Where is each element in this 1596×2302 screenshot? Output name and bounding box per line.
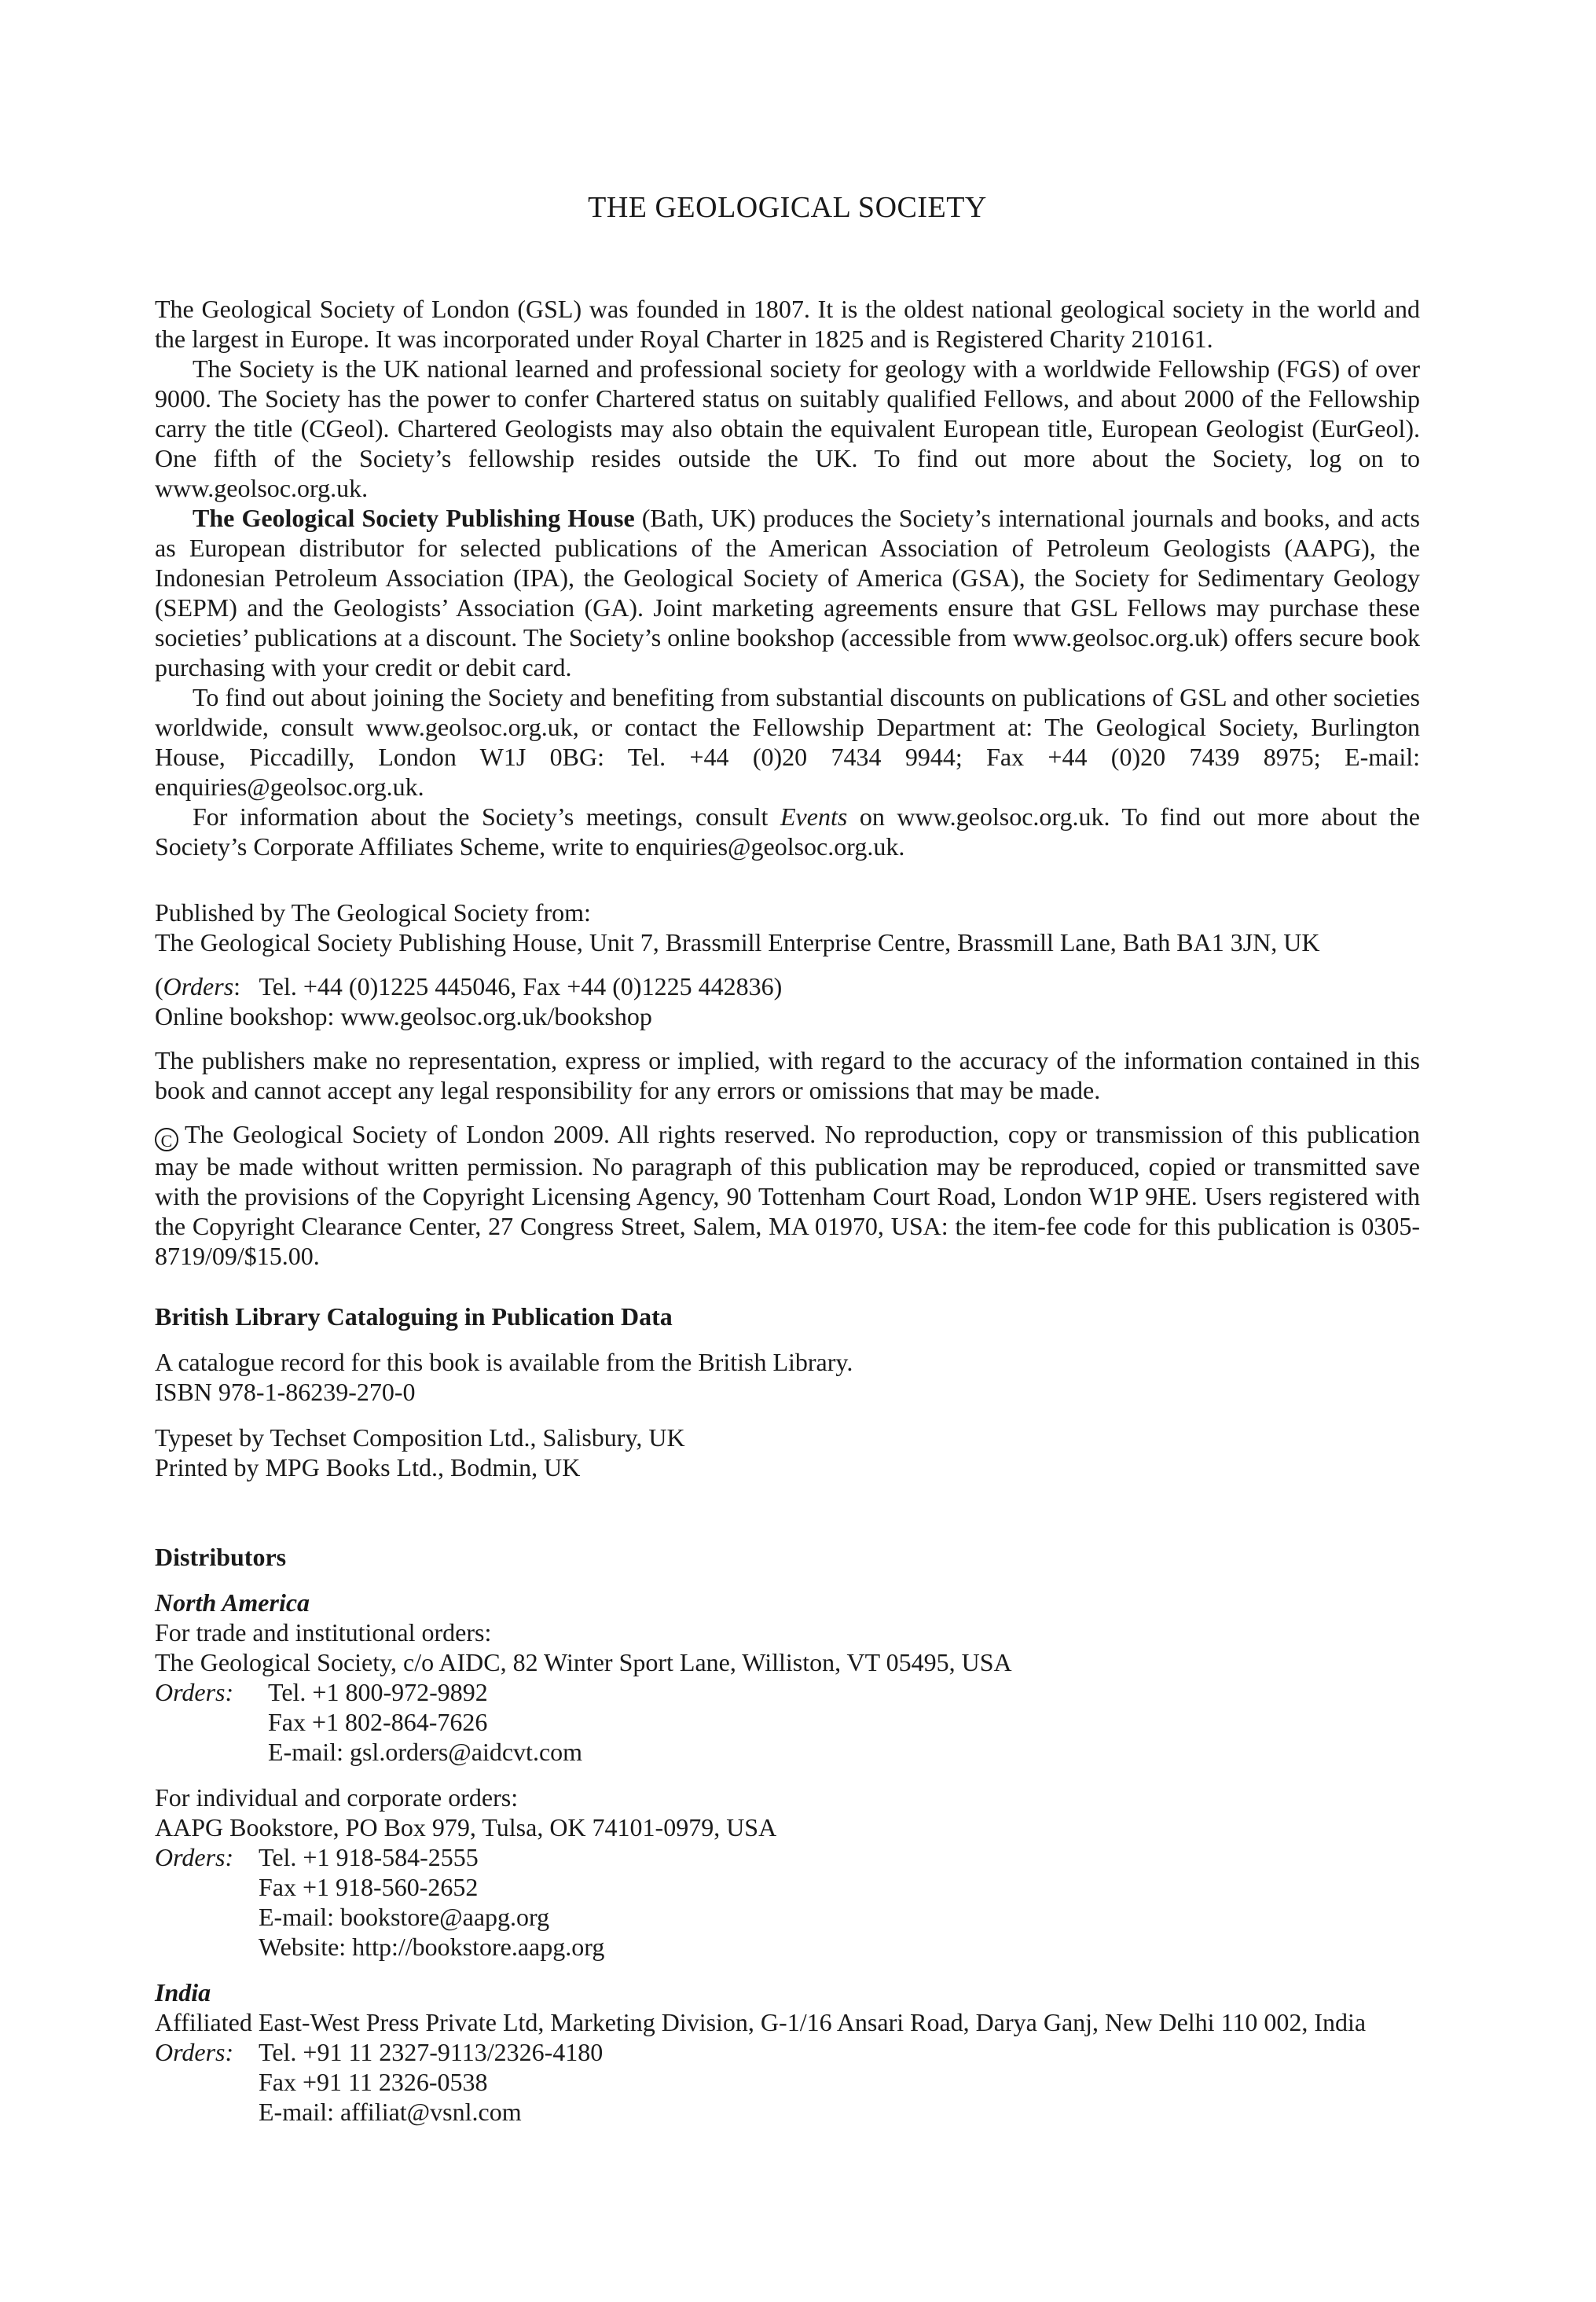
individual-orders-address: AAPG Bookstore, PO Box 979, Tulsa, OK 74101-0979, USA — [155, 1813, 777, 1841]
north-america-heading: North America — [155, 1588, 310, 1617]
cataloguing-section — [155, 1302, 1420, 1482]
individual-orders-email: E-mail: bookstore@aapg.org — [259, 1903, 550, 1931]
cataloguing-heading: British Library Cataloguing in Publication Data — [155, 1302, 673, 1331]
india-orders-fax: Fax +91 11 2326-0538 — [259, 2068, 488, 2096]
individual-orders-tel-row — [155, 1842, 1420, 1872]
india-orders-email: E-mail: affiliat@vsnl.com — [259, 2098, 522, 2126]
events-label: Events — [780, 802, 848, 831]
online-bookshop: Online bookshop: www.geolsoc.org.uk/bookshop — [155, 1002, 652, 1030]
individual-orders-fax: Fax +1 918-560-2652 — [259, 1873, 479, 1901]
orders-label: Orders: — [155, 2038, 234, 2066]
orders-label: Orders — [163, 972, 234, 1000]
individual-orders-website: Website: http://bookstore.aapg.org — [259, 1933, 605, 1961]
published-by: Published by The Geological Society from: — [155, 898, 591, 927]
intro-paragraph-meetings: For information about the Society’s meetings, consult Events on www.geolsoc.org.uk. To find out more about the Society’s Corporate Affiliates Scheme, write to enquiries@geolsoc.org.uk. — [155, 802, 1421, 861]
india-orders-tel-row — [155, 2037, 1420, 2067]
typeset-by: Typeset by Techset Composition Ltd., Salisbury, UK — [155, 1423, 685, 1452]
printed-by: Printed by MPG Books Ltd., Bodmin, UK — [155, 1453, 581, 1481]
publisher-disclaimer: The publishers make no representation, express or implied, with regard to the accuracy of the information contained in this book and cannot accept any legal responsibility for any errors or omissions that may be made. — [155, 1046, 1420, 1104]
intro-paragraph-fellowship: The Society is the UK national learned and professional society for geology with a worldwide Fellowship (FGS) of over 9000. The Society has the power to confer Chartered status on suitably qualified Fellows, and about 2000 of the Fellowship carry the title (CGeol). Chartered Geologists may also obtain the equivalent European title, European Geologist (EurGeol). One fifth of the Society’s fellowship resides outside the UK. To find out more about the Society, log on to www.geolsoc.org.uk. — [155, 354, 1420, 502]
orders-label: Orders: — [155, 1678, 234, 1706]
publisher-orders: (Orders: Tel. +44 (0)1225 445046, Fax +44 (0)1225 442836) — [155, 972, 783, 1000]
trade-orders-email: E-mail: gsl.orders@aidcvt.com — [268, 1738, 583, 1766]
copyright-notice: C The Geological Society of London 2009. All rights reserved. No reproduction, copy or transmission of this publication may be made without written permission. No paragraph of this publication may be reproduced, copied or transmitted save with the provisions of the Copyright Licensing Agency, 90 Tottenham Court Road, London W1P 9HE. Users registered with the Copyright Clearance Center, 27 Congress Street, Salem, MA 01970, USA: the item-fee code for this publication is 0305-8719/09/$15.00. — [155, 1120, 1420, 1270]
trade-orders-fax: Fax +1 802-864-7626 — [268, 1708, 488, 1736]
catalogue-record: A catalogue record for this book is available from the British Library. — [155, 1348, 853, 1376]
trade-orders-tel-row — [155, 1677, 1420, 1707]
trade-orders-tel: Tel. +1 800-972-9892 — [268, 1678, 488, 1706]
india-address: Affiliated East-West Press Private Ltd, Marketing Division, G-1/16 Ansari Road, Darya Ganj, New Delhi 110 002, India — [155, 2008, 1367, 2036]
intro-paragraph-founding: The Geological Society of London (GSL) was founded in 1807. It is the oldest national geological society in the world and the largest in Europe. It was incorporated under Royal Charter in 1825 and is Registered Charity 210161. — [155, 295, 1420, 353]
copyright-icon: C — [155, 1128, 178, 1151]
distributors-heading: Distributors — [155, 1543, 287, 1571]
isbn: ISBN 978-1-86239-270-0 — [155, 1378, 416, 1406]
trade-orders-intro: For trade and institutional orders: — [155, 1618, 492, 1647]
individual-orders-tel: Tel. +1 918-584-2555 — [259, 1843, 479, 1871]
distributors-section — [155, 1542, 1420, 2127]
intro-paragraph-joining: To find out about joining the Society and benefiting from substantial discounts on publications of GSL and other societies worldwide, consult www.geolsoc.org.uk, or contact the Fellowship Department at: The Geological Society, Burlington House, Piccadilly, London W1J 0BG: Tel. +44 (0)20 7434 9944; Fax +44 (0)20 7439 8975; E-mail: enquiries@geolsoc.org.uk. — [155, 683, 1420, 801]
intro-paragraph-publishing-house: The Geological Society Publishing House (Bath, UK) produces the Society’s international journals and books, and acts as European distributor for selected publications of the American Association of Petroleum Geologists (AAPG), the Indonesian Petroleum Association (IPA), the Geological Society of America (GSA), the Society for Sedimentary Geology (SEPM) and the Geologists’ Association (GA). Joint marketing agreements ensure that GSL Fellows may purchase these societies’ publications at a discount. The Society’s online bookshop (accessible from www.geolsoc.org.uk) offers secure book purchasing with your credit or debit card. — [155, 504, 1420, 681]
publishing-house-name: The Geological Society Publishing House — [193, 504, 635, 532]
orders-label: Orders: — [155, 1843, 234, 1871]
india-orders-tel: Tel. +91 11 2327-9113/2326-4180 — [259, 2038, 604, 2066]
publisher-section — [155, 898, 1420, 1271]
page-title: THE GEOLOGICAL SOCIETY — [588, 191, 987, 224]
trade-orders-address: The Geological Society, c/o AIDC, 82 Winter Sport Lane, Williston, VT 05495, USA — [155, 1648, 1012, 1676]
individual-orders-intro: For individual and corporate orders: — [155, 1783, 519, 1812]
publisher-address: The Geological Society Publishing House, Unit 7, Brassmill Enterprise Centre, Brassmill Lane, Bath BA1 3JN, UK — [155, 928, 1320, 956]
india-heading: India — [155, 1978, 211, 2006]
society-intro — [155, 294, 1420, 861]
